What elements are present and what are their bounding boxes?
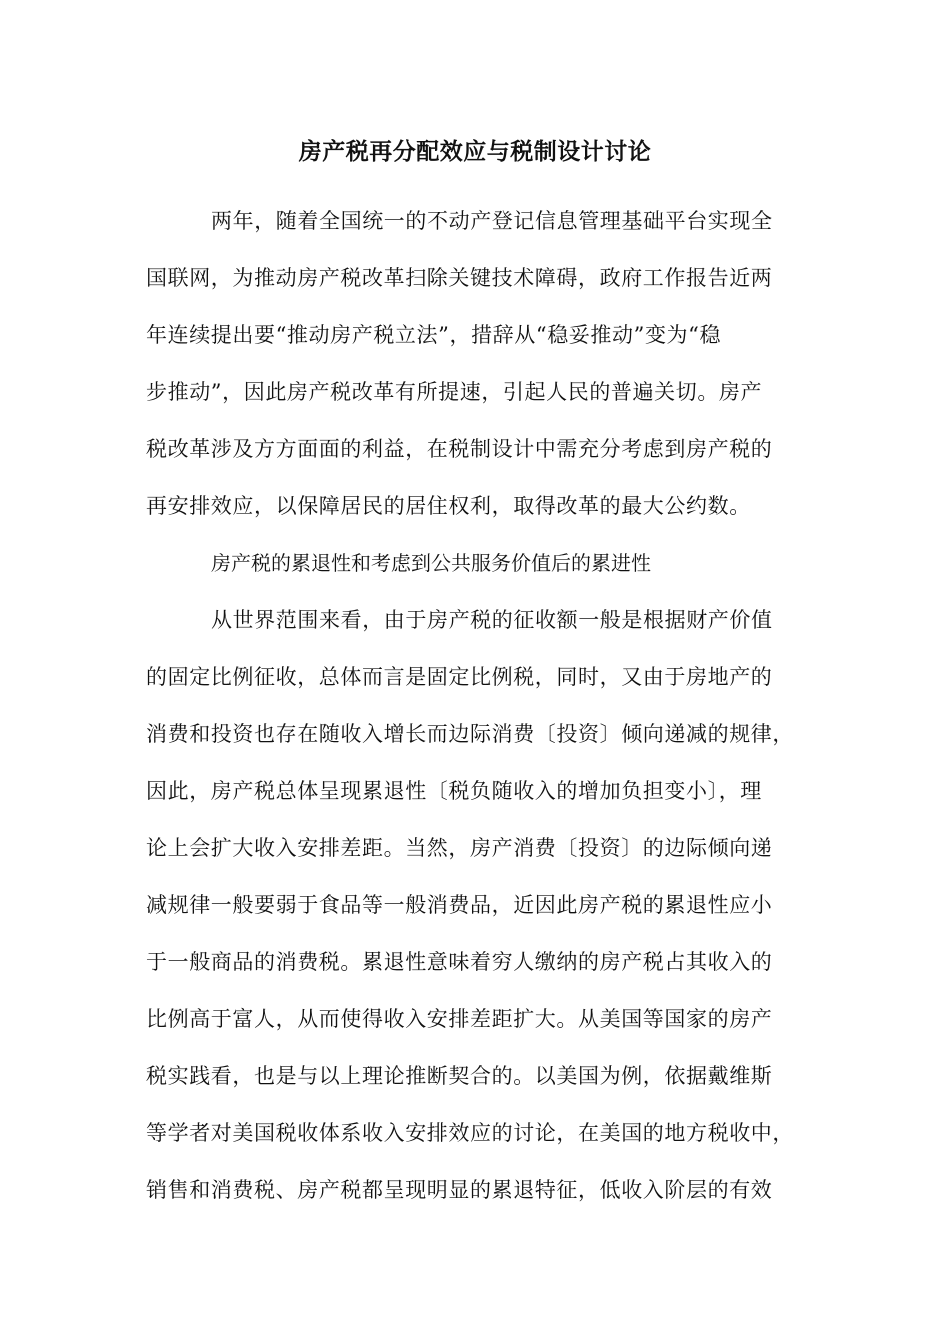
paragraph-line: 销售和消费税、房产税都呈现明显的累退特征，低收入阶层的有效 — [146, 1178, 773, 1202]
paragraph-line: 论上会扩大收入安排差距。当然，房产消费〔投资〕的边际倾向递 — [146, 836, 773, 860]
paragraph-line: 因此，房产税总体呈现累退性〔税负随收入的增加负担变小〕，理 — [146, 779, 762, 803]
paragraph-line: 比例高于富人，从而使得收入安排差距扩大。从美国等国家的房产 — [146, 1007, 773, 1031]
paragraph-line: 再安排效应，以保障居民的居住权利，取得改革的最大公约数。 — [146, 494, 751, 518]
paragraph-line: 减规律一般要弱于食品等一般消费品，近因此房产税的累退性应小 — [146, 893, 773, 917]
paragraph-line: 税实践看，也是与以上理论推断契合的。以美国为例，依据戴维斯 — [146, 1064, 773, 1088]
paragraph-line: 年连续提出要“推动房产税立法”，措辞从“稳妥推动”变为“稳 — [146, 323, 722, 347]
paragraph-line: 的固定比例征收，总体而言是固定比例税，同时，又由于房地产的 — [146, 665, 773, 689]
paragraph-line: 两年，随着全国统一的不动产登记信息管理基础平台实现全 — [211, 209, 773, 233]
section-heading: 房产税的累退性和考虑到公共服务价值后的累进性 — [211, 551, 651, 575]
paragraph-line: 于一般商品的消费税。累退性意味着穷人缴纳的房产税占其收入的 — [146, 950, 773, 974]
paragraph-line: 等学者对美国税收体系收入安排效应的讨论，在美国的地方税收中， — [146, 1121, 794, 1145]
paragraph-line: 从世界范围来看，由于房产税的征收额一般是根据财产价值 — [211, 608, 773, 632]
paragraph-line: 国联网，为推动房产税改革扫除关键技术障碍，政府工作报告近两 — [146, 266, 773, 290]
paragraph-line: 消费和投资也存在随收入增长而边际消费〔投资〕倾向递减的规律， — [146, 722, 794, 746]
paragraph-line: 税改革涉及方方面面的利益，在税制设计中需充分考虑到房产税的 — [146, 437, 773, 461]
document-title: 房产税再分配效应与税制设计讨论 — [298, 138, 652, 165]
paragraph-line: 步推动”，因此房产税改革有所提速，引起人民的普遍关切。房产 — [146, 380, 763, 404]
